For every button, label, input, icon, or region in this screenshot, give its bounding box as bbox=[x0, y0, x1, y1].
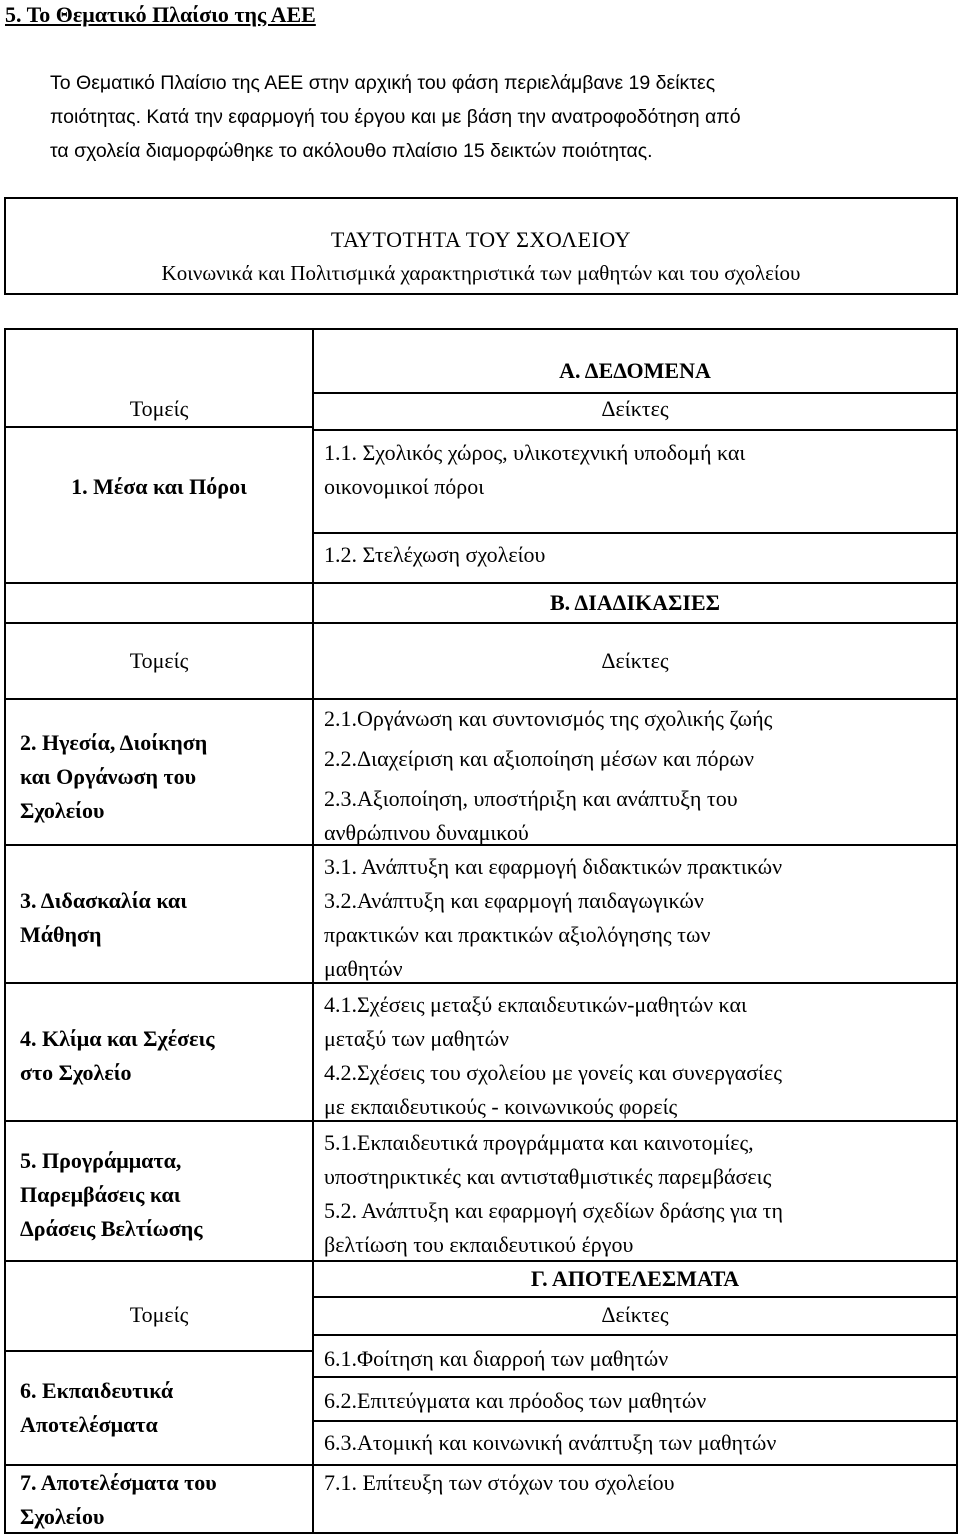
school-identity-box bbox=[4, 197, 958, 295]
row-divider bbox=[6, 698, 958, 700]
sectors-label: Τομείς bbox=[129, 648, 189, 673]
sector-3: 3. Διδασκαλία και bbox=[20, 888, 188, 913]
indicator-3-1: 3.1. Ανάπτυξη και εφαρμογή διδακτικών πρακτικών bbox=[324, 854, 783, 879]
sector-6: 6. Εκπαιδευτικά bbox=[20, 1378, 174, 1403]
indicator-4-1-cont: μεταξύ των μαθητών bbox=[324, 1026, 510, 1051]
indicator-1-2: 1.2. Στελέχωση σχολείου bbox=[324, 542, 546, 567]
column-divider bbox=[312, 330, 314, 1534]
sector-5: Παρεμβάσεις και bbox=[20, 1182, 181, 1207]
row-divider bbox=[312, 429, 958, 431]
row-divider bbox=[312, 1420, 958, 1422]
row-divider bbox=[6, 1350, 312, 1352]
indicator-3-2: 3.2.Ανάπτυξη και εφαρμογή παιδαγωγικών bbox=[324, 888, 704, 913]
indicator-4-1: 4.1.Σχέσεις μεταξύ εκπαιδευτικών-μαθητών και bbox=[324, 992, 747, 1017]
section-heading: 5. Το Θεματικό Πλαίσιο της ΑΕΕ bbox=[5, 2, 316, 27]
indicators-label: Δείκτες bbox=[601, 648, 669, 673]
indicator-2-3: 2.3.Αξιοποίηση, υποστήριξη και ανάπτυξη του bbox=[324, 786, 738, 811]
sector-7: 7. Αποτελέσματα του bbox=[20, 1470, 217, 1495]
row-divider bbox=[6, 426, 312, 428]
indicator-2-2: 2.2.Διαχείριση και αξιοποίηση μέσων και πόρων bbox=[324, 746, 754, 771]
row-divider bbox=[6, 622, 958, 624]
intro-line: ποιότητας. Κατά την εφαρμογή του έργου και με βάση την ανατροφοδότηση από bbox=[50, 106, 741, 128]
sector-2: 2. Ηγεσία, Διοίκηση bbox=[20, 730, 208, 755]
sectors-label: Τομείς bbox=[129, 396, 189, 421]
sector-7: Σχολείου bbox=[20, 1504, 105, 1529]
indicator-5-2: 5.2. Ανάπτυξη και εφαρμογή σχεδίων δράσης για τη bbox=[324, 1198, 784, 1223]
indicator-5-1-cont: υποστηρικτικές και αντισταθμιστικές παρεμβάσεις bbox=[324, 1164, 772, 1189]
indicator-2-1: 2.1.Οργάνωση και συντονισμός της σχολικής ζωής bbox=[324, 706, 773, 731]
indicator-6-1: 6.1.Φοίτηση και διαρροή των μαθητών bbox=[324, 1346, 669, 1371]
row-divider bbox=[6, 582, 958, 584]
indicator-1-1: 1.1. Σχολικός χώρος, υλικοτεχνική υποδομή και bbox=[324, 440, 746, 465]
indicator-5-1: 5.1.Εκπαιδευτικά προγράμματα και καινοτομίες, bbox=[324, 1130, 754, 1155]
sector-2: και Οργάνωση του bbox=[20, 764, 197, 789]
intro-paragraph bbox=[50, 66, 741, 168]
section-c-title: Γ. ΑΠΟΤΕΛΕΣΜΑΤΑ bbox=[530, 1266, 740, 1291]
intro-line: τα σχολεία διαμορφώθηκε το ακόλουθο πλαίσιο 15 δεικτών ποιότητας. bbox=[50, 140, 653, 162]
sector-3: Μάθηση bbox=[20, 922, 102, 947]
section-a-title: Α. ΔΕΔΟΜΕΝΑ bbox=[559, 358, 711, 383]
indicator-6-2: 6.2.Επιτεύγματα και πρόοδος των μαθητών bbox=[324, 1388, 707, 1413]
row-divider bbox=[312, 1334, 958, 1336]
indicator-3-2-cont: μαθητών bbox=[324, 956, 403, 981]
identity-title: ΤΑΥΤΟΤΗΤΑ ΤΟΥ ΣΧΟΛΕΙΟΥ bbox=[330, 227, 632, 252]
identity-subtitle: Κοινωνικά και Πολιτισμικά χαρακτηριστικά των μαθητών και του σχολείου bbox=[161, 261, 801, 285]
indicators-label: Δείκτες bbox=[601, 1302, 669, 1327]
indicator-7-1: 7.1. Επίτευξη των στόχων του σχολείου bbox=[324, 1470, 675, 1495]
framework-table bbox=[4, 328, 958, 1534]
sector-5: 5. Προγράμματα, bbox=[20, 1148, 182, 1173]
indicators-label: Δείκτες bbox=[601, 396, 669, 421]
sector-4: στο Σχολείο bbox=[20, 1060, 132, 1085]
indicator-1-1-cont: οικονομικοί πόροι bbox=[324, 474, 485, 499]
indicator-4-2: 4.2.Σχέσεις του σχολείου με γονείς και συνεργασίες bbox=[324, 1060, 782, 1085]
intro-line: Το Θεματικό Πλαίσιο της ΑΕΕ στην αρχική του φάση περιελάμβανε 19 δείκτες bbox=[50, 72, 716, 94]
indicator-6-3: 6.3.Ατομική και κοινωνική ανάπτυξη των μαθητών bbox=[324, 1430, 777, 1455]
sector-6: Αποτελέσματα bbox=[20, 1412, 158, 1437]
sector-4: 4. Κλίμα και Σχέσεις bbox=[20, 1026, 215, 1051]
indicator-2-3-cont: ανθρώπινου δυναμικού bbox=[324, 820, 529, 845]
sector-5: Δράσεις Βελτίωσης bbox=[20, 1216, 203, 1241]
indicator-4-2-cont: με εκπαιδευτικούς - κοινωνικούς φορείς bbox=[324, 1094, 678, 1119]
row-divider bbox=[312, 532, 958, 534]
indicator-3-2-cont: πρακτικών και πρακτικών αξιολόγησης των bbox=[324, 922, 711, 947]
section-b-title: Β. ΔΙΑΔΙΚΑΣΙΕΣ bbox=[549, 590, 721, 615]
sectors-label: Τομείς bbox=[129, 1302, 189, 1327]
sector-2: Σχολείου bbox=[20, 798, 105, 823]
row-divider bbox=[6, 982, 958, 984]
row-divider bbox=[312, 1376, 958, 1378]
indicator-5-2-cont: βελτίωση του εκπαιδευτικού έργου bbox=[324, 1232, 634, 1257]
sector-1: 1. Μέσα και Πόροι bbox=[71, 474, 247, 499]
